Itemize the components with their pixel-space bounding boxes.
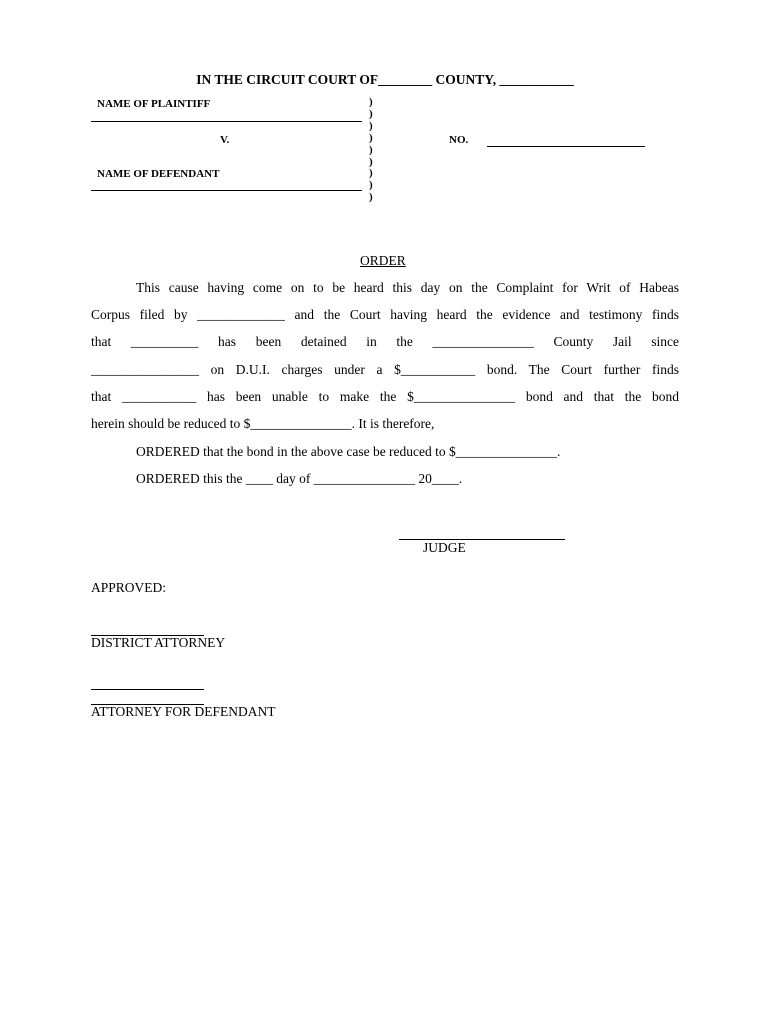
approved-label: APPROVED: (91, 580, 167, 595)
caption-parentheses (369, 97, 373, 204)
paren: ) (369, 119, 373, 132)
order-paragraph-last-line: herein should be reduced to $_______________. It is therefore, (91, 416, 435, 431)
paren: ) (369, 191, 373, 204)
case-number-line (487, 146, 645, 147)
defendant-label: NAME OF DEFENDANT (97, 168, 220, 180)
paren: ) (369, 107, 373, 120)
order-heading: ORDER (360, 253, 406, 268)
defense-attorney-signature-line-1 (91, 689, 204, 690)
plaintiff-label: NAME OF PLAINTIFF (97, 98, 211, 110)
order-paragraph-line: that ___________ has been unable to make the $_______________ bond and that the bond (91, 389, 679, 404)
order-paragraph-line: ________________ on D.U.I. charges under a $___________ bond. The Court further finds (91, 362, 679, 377)
paren: ) (369, 131, 373, 144)
district-attorney-label: DISTRICT ATTORNEY (91, 635, 226, 650)
paren: ) (369, 167, 373, 180)
paren: ) (369, 96, 373, 108)
defendant-line (91, 190, 362, 191)
plaintiff-line (91, 121, 362, 122)
order-paragraph-line: This cause having come on to be heard this day on the Complaint for Writ of Habeas (136, 280, 679, 295)
order-paragraph-line: that __________ has been detained in the _______________ County Jail since (91, 334, 679, 349)
attorney-for-defendant-label: ATTORNEY FOR DEFENDANT (91, 704, 276, 719)
court-title: IN THE CIRCUIT COURT OF________ COUNTY, ___________ (196, 72, 574, 87)
versus-label: V. (220, 134, 230, 146)
ordered-date: ORDERED this the ____ day of _______________ 20____. (136, 471, 463, 486)
paren: ) (369, 143, 373, 156)
judge-label: JUDGE (423, 540, 466, 555)
paren: ) (369, 179, 373, 192)
order-paragraph-line: Corpus filed by _____________ and the Court having heard the evidence and testimony finds (91, 307, 679, 322)
case-number-label: NO. (449, 134, 469, 146)
ordered-bond-reduction: ORDERED that the bond in the above case be reduced to $_______________. (136, 444, 561, 459)
paren: ) (369, 155, 373, 168)
